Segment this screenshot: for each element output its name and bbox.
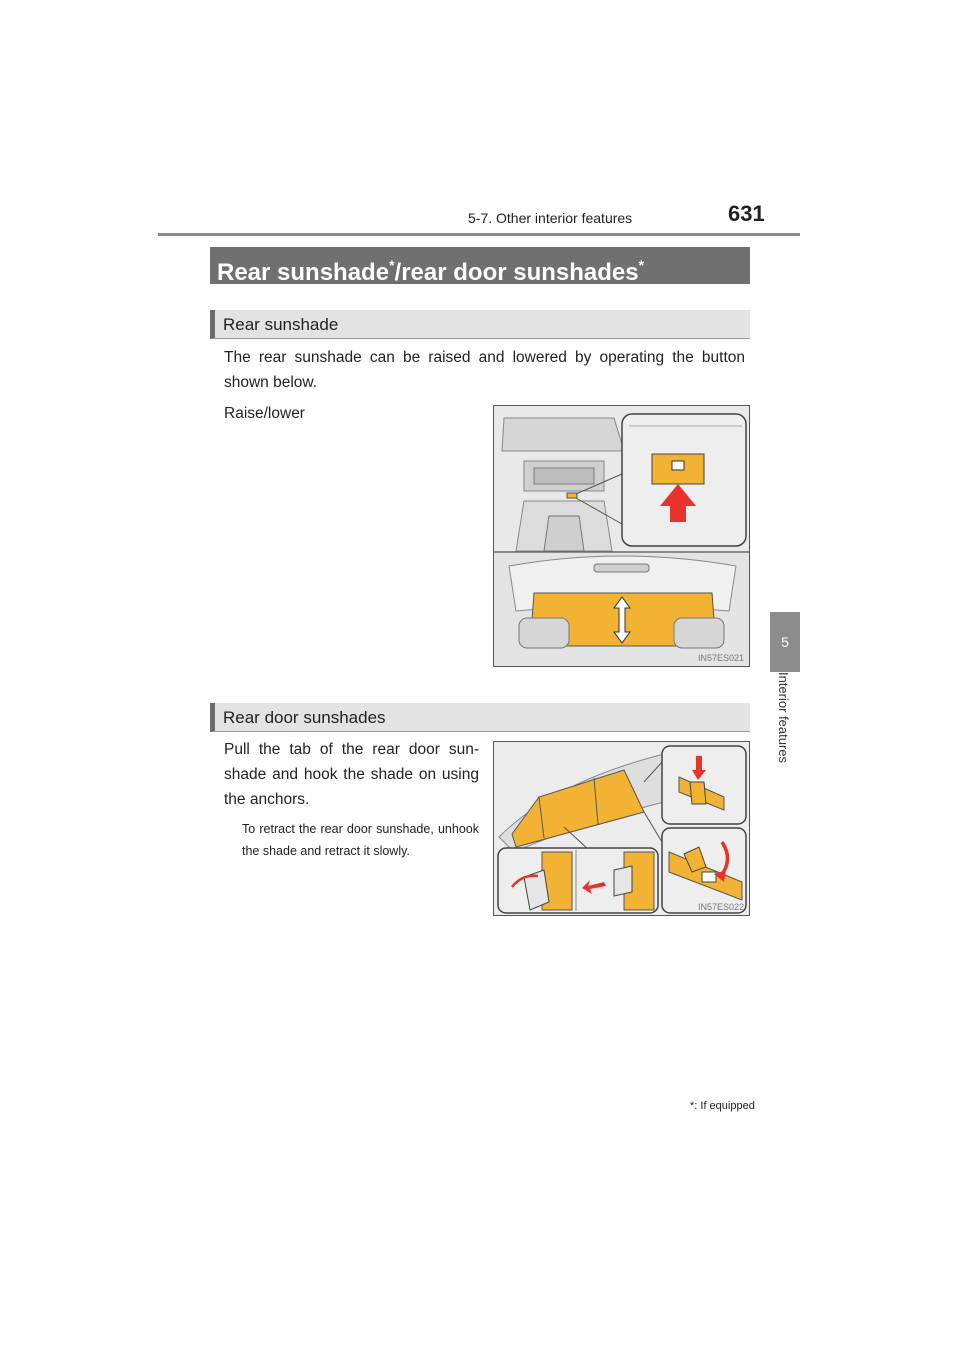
rear-door-sunshades-figure-code: IN57ES022 xyxy=(697,902,744,912)
title-star1: * xyxy=(389,257,395,273)
rear-sunshade-figure xyxy=(493,405,750,667)
chapter-title: Interior features xyxy=(776,672,791,764)
running-header-section: 5-7. Other interior features xyxy=(468,210,633,226)
page-title xyxy=(210,247,750,284)
title-part1: Rear sunshade xyxy=(217,259,390,286)
chapter-tab xyxy=(770,612,800,672)
rear-door-sunshades-note: To retract the rear door sunshade, unhook the shade and retract it slowly. xyxy=(242,822,479,858)
chapter-side-label xyxy=(770,672,800,802)
title-star2: * xyxy=(638,257,645,273)
rear-door-sunshades-figure xyxy=(493,741,750,916)
page-number: 631 xyxy=(728,201,765,226)
chapter-number: 5 xyxy=(781,634,789,650)
rear-sunshade-body: The rear sunshade can be raised and lowered by operating the button shown below. xyxy=(224,349,745,391)
rear-door-sunshades-body: Pull the tab of the rear door sun-shade and hook the shade on using the anchors. xyxy=(224,741,479,808)
rear-sunshade-figure-code: IN57ES021 xyxy=(697,653,744,663)
title-part2: /rear door sunshades xyxy=(394,259,639,286)
rear-door-sunshades-illustration xyxy=(494,742,750,916)
header-rule xyxy=(158,233,800,236)
rear-sunshade-step-label: Raise/lower xyxy=(224,405,305,422)
rear-sunshade-heading: Rear sunshade xyxy=(210,310,750,339)
rear-sunshade-illustration xyxy=(494,406,750,667)
footnote-if-equipped: *: If equipped xyxy=(690,1100,755,1112)
rear-door-sunshades-heading: Rear door sunshades xyxy=(210,703,750,732)
